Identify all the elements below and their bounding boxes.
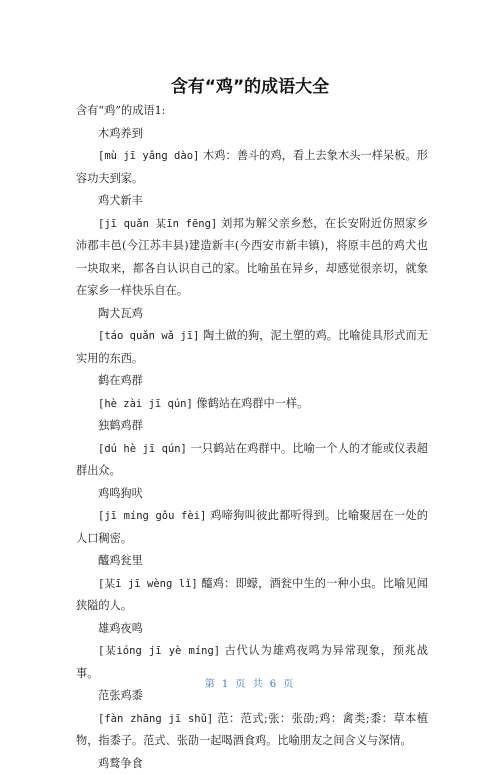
idiom-pinyin: [某ī jī wèng lǐ] <box>98 578 198 590</box>
idiom-meaning: 古代认为雄鸡夜鸣为异常现象，预兆战事。 <box>76 644 428 680</box>
idiom-definition <box>76 505 428 550</box>
idiom-pinyin: [jī quǎn 某īn fēng] <box>98 218 217 230</box>
page-title: 含有“鸡”的成语大全 <box>0 72 500 97</box>
idiom-meaning: 木鸡：善斗的鸡，看上去象木头一样呆板。形容功夫到家。 <box>76 149 428 185</box>
idiom-name: 醯鸡瓮里 <box>76 550 428 573</box>
page-footer: 第 1 页 共 6 页 <box>0 675 500 690</box>
idiom-definition <box>76 393 428 416</box>
idiom-meaning: 刘邦为解父亲乡愁，在长安附近仿照家乡沛郡丰邑(今江苏丰县)建造新丰(今西安市新丰镇)，将原丰邑的鸡犬也一块取来，都各自认识自己的家。比喻虽在异乡，却感觉很亲切，就象在家乡一样快乐自在。 <box>76 217 428 298</box>
idiom-pinyin: [dú hè jī qún] <box>98 443 187 455</box>
idiom-name: 鸡鹜争食 <box>76 753 428 775</box>
idiom-pinyin: [jī míng gǒu fèi] <box>98 510 206 522</box>
idiom-name: 独鹤鸡群 <box>76 415 428 438</box>
idiom-meaning: 一只鹤站在鸡群中。比喻一个人的才能或仪表超群出众。 <box>76 442 428 478</box>
idiom-name: 雄鸡夜鸣 <box>76 618 428 641</box>
idiom-definition <box>76 573 428 618</box>
document-body <box>76 100 428 775</box>
idiom-pinyin: [mù jī yǎng dào] <box>98 150 199 162</box>
idiom-meaning: 范：范式;张：张劭;鸡：禽类;黍：草本植物，指黍子。范式、张劭一起喝酒食鸡。比喻朋友之间含义与深情。 <box>76 712 428 748</box>
idiom-pinyin: [hè zài jī qún] <box>98 398 193 410</box>
idiom-definition <box>76 708 428 753</box>
idiom-meaning: 醯鸡：即蠓，酒瓮中生的一种小虫。比喻见闻狭隘的人。 <box>76 577 428 613</box>
section-heading: 含有“鸡”的成语1: <box>76 100 428 123</box>
idiom-definition <box>76 145 428 190</box>
idiom-definition <box>76 438 428 483</box>
idiom-name: 范张鸡黍 <box>76 685 428 708</box>
idiom-name: 木鸡养到 <box>76 123 428 146</box>
idiom-name: 陶犬瓦鸡 <box>76 303 428 326</box>
idiom-name: 鸡鸣狗吠 <box>76 483 428 506</box>
idiom-pinyin: [某ióng jī yè míng] <box>98 645 220 657</box>
idiom-definition <box>76 325 428 370</box>
idiom-definition <box>76 213 428 303</box>
idiom-meaning: 鸡啼狗叫彼此都听得到。比喻聚居在一处的人口稠密。 <box>76 509 428 545</box>
idiom-pinyin: [táo quǎn wǎ jī] <box>98 330 199 342</box>
idiom-name: 鸡犬新丰 <box>76 190 428 213</box>
idiom-name: 鹤在鸡群 <box>76 370 428 393</box>
idiom-pinyin: [fàn zhāng jī shǔ] <box>98 713 213 725</box>
idiom-meaning: 陶土做的狗，泥土塑的鸡。比喻徒具形式而无实用的东西。 <box>76 329 428 365</box>
idiom-meaning: 像鹤站在鸡群中一样。 <box>196 397 308 410</box>
